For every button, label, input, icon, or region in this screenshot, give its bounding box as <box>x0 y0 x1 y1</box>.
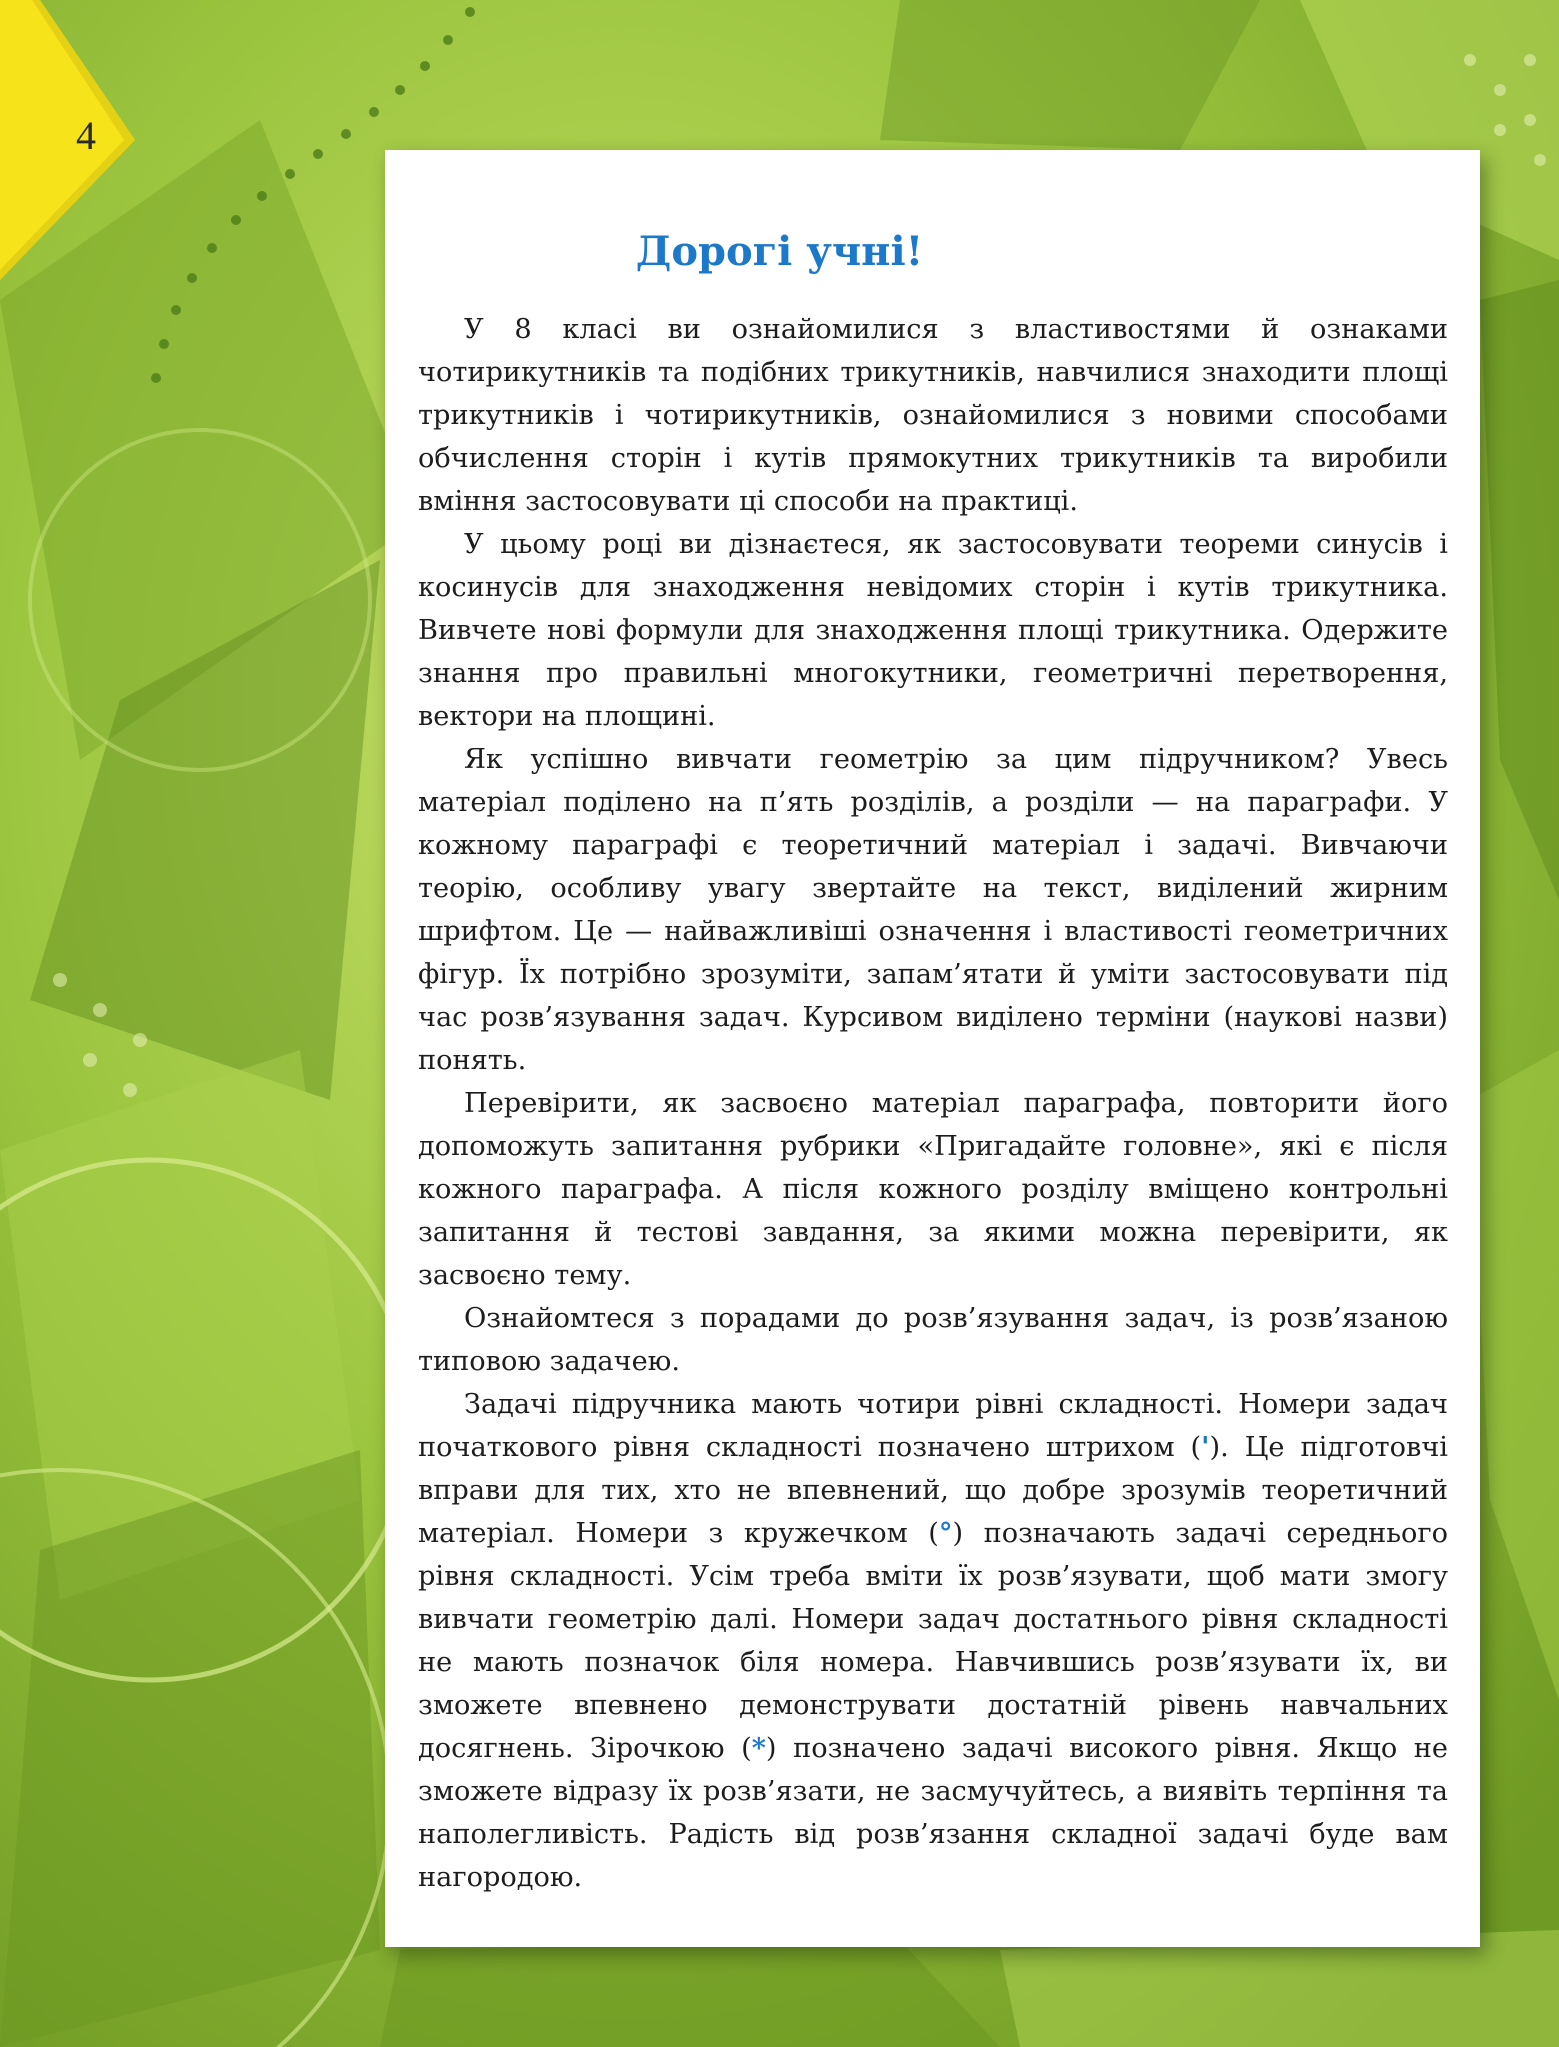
text-segment: ). Це підготовчі вправи для тих, хто не впевнений, що добре зрозумів теоретичний матеріал. Номери з кружечком ( <box>418 1432 1448 1549</box>
paragraph: Як успішно вивчати геометрію за цим підручником? Увесь матеріал поділено на п’ять розділів, а розділи — на параграфи. У кожному параграфі є теоретичний матеріал і задачі. Вивчаючи теорію, особливу увагу звертайте на текст, виділений жирним шрифтом. Це — найважливіші означення і властивості геометричних фігур. Їх потрібно зрозуміти, запам’ятати й уміти застосовувати під час розв’язування задач. Курсивом виділено терміни (наукові назви) понять. <box>418 744 1448 1076</box>
page-title: Дорогі учні! <box>635 228 924 275</box>
text-segment: ) позначено задачі високого рівня. Якщо не зможете відразу їх розв’язати, не засмучуйтесь, а виявіть терпіння та наполегливість. Радість від розв’язання складної задачі буде вам нагородою. <box>418 1733 1449 1893</box>
circle-mark: ° <box>938 1517 953 1549</box>
paragraph-difficulty-levels <box>418 1383 1448 1899</box>
paragraph: У 8 класі ви ознайомилися з властивостями й ознаками чотирикутників та подібних трикутників, навчилися знаходити площі трикутників і чотирикутників, ознайомилися з новими способами обчислення сторін і кутів прямокутних трикутників та виробили вміння застосовувати ці способи на практиці. <box>418 314 1448 517</box>
text-segment: Задачі підручника мають чотири рівні складності. Номери задач початкового рівня складності позначено штрихом ( <box>418 1389 1448 1463</box>
text-segment: ) позначають задачі середнього рівня складності. Усім треба вміти їх розв’язувати, щоб мати змогу вивчати геометрію далі. Номери задач достатнього рівня складності не мають позначок біля номера. Навчившись розв’язувати їх, ви зможете впевнено демонструвати достатній рівень навчальних досягнень. Зірочкою ( <box>418 1518 1448 1764</box>
intro-text <box>418 308 1448 1899</box>
page-number: 4 <box>76 113 96 158</box>
paragraph: Ознайомтеся з порадами до розв’язування задач, із розв’язаною типовою задачею. <box>418 1303 1448 1377</box>
prime-mark: ' <box>1201 1431 1210 1463</box>
paragraph: Перевірити, як засвоєно матеріал параграфа, повторити його допоможуть запитання рубрики «Пригадайте головне», які є після кожного параграфа. А після кожного розділу вміщено контрольні запитання й тестові завдання, за якими можна перевірити, як засвоєно тему. <box>418 1088 1448 1291</box>
star-mark: * <box>751 1732 766 1764</box>
paragraph: У цьому році ви дізнаєтеся, як застосовувати теореми синусів і косинусів для знаходження невідомих сторін і кутів трикутника. Вивчете нові формули для знаходження площі трикутника. Одержите знання про правильні многокутники, геометричні перетворення, вектори на площині. <box>418 529 1448 732</box>
